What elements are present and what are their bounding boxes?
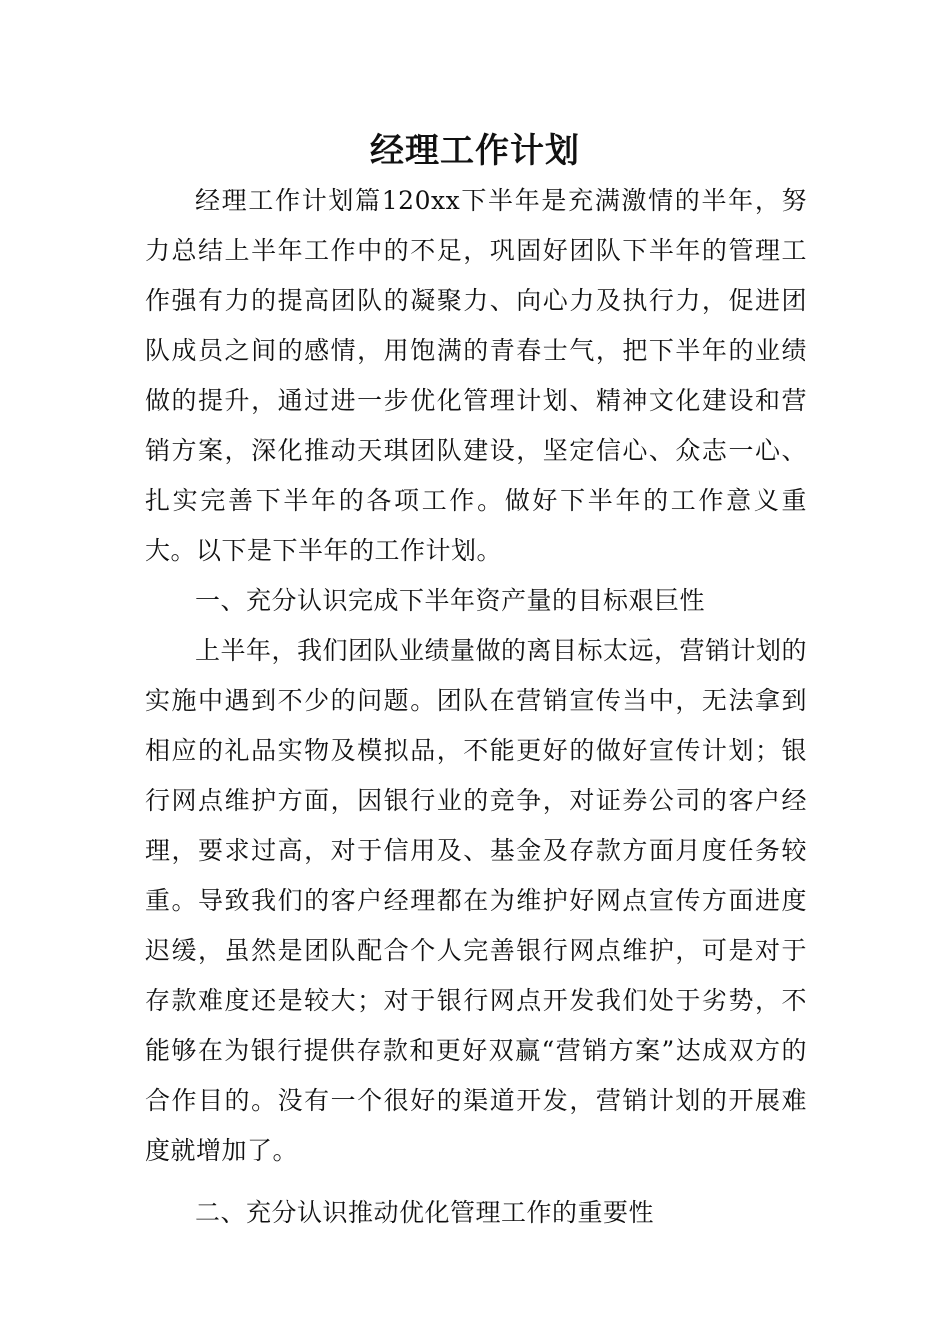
- paragraph-intro: 经理工作计划篇120xx下半年是充满激情的半年，努力总结上半年工作中的不足，巩固好团队下半年的管理工作强有力的提高团队的凝聚力、向心力及执行力，促进团队成员之间的感情，用饱满的青春士气，把下半年的业绩做的提升，通过进一步优化管理计划、精神文化建设和营销方案，深化推动天琪团队建设，坚定信心、众志一心、扎实完善下半年的各项工作。做好下半年的工作意义重大。以下是下半年的工作计划。: [145, 186, 807, 565]
- document-title: 经理工作计划: [370, 131, 580, 171]
- section-heading-2: 二、充分认识推动优化管理工作的重要性: [195, 1198, 655, 1227]
- paragraph-section-1: 上半年，我们团队业绩量做的离目标太远，营销计划的实施中遇到不少的问题。团队在营销宣传当中，无法拿到相应的礼品实物及模拟品，不能更好的做好宣传计划；银行网点维护方面，因银行业的竞争，对证券公司的客户经理，要求过高，对于信用及、基金及存款方面月度任务较重。导致我们的客户经理都在为维护好网点宣传方面进度迟缓，虽然是团队配合个人完善银行网点维护，可是对于存款难度还是较大；对于银行网点开发我们处于劣势，不能够在为银行提供存款和更好双赢“营销方案”达成双方的合作目的。没有一个很好的渠道开发，营销计划的开展难度就增加了。: [145, 636, 808, 1165]
- section-heading-1: 一、充分认识完成下半年资产量的目标艰巨性: [195, 586, 706, 615]
- document-body: [145, 176, 807, 1238]
